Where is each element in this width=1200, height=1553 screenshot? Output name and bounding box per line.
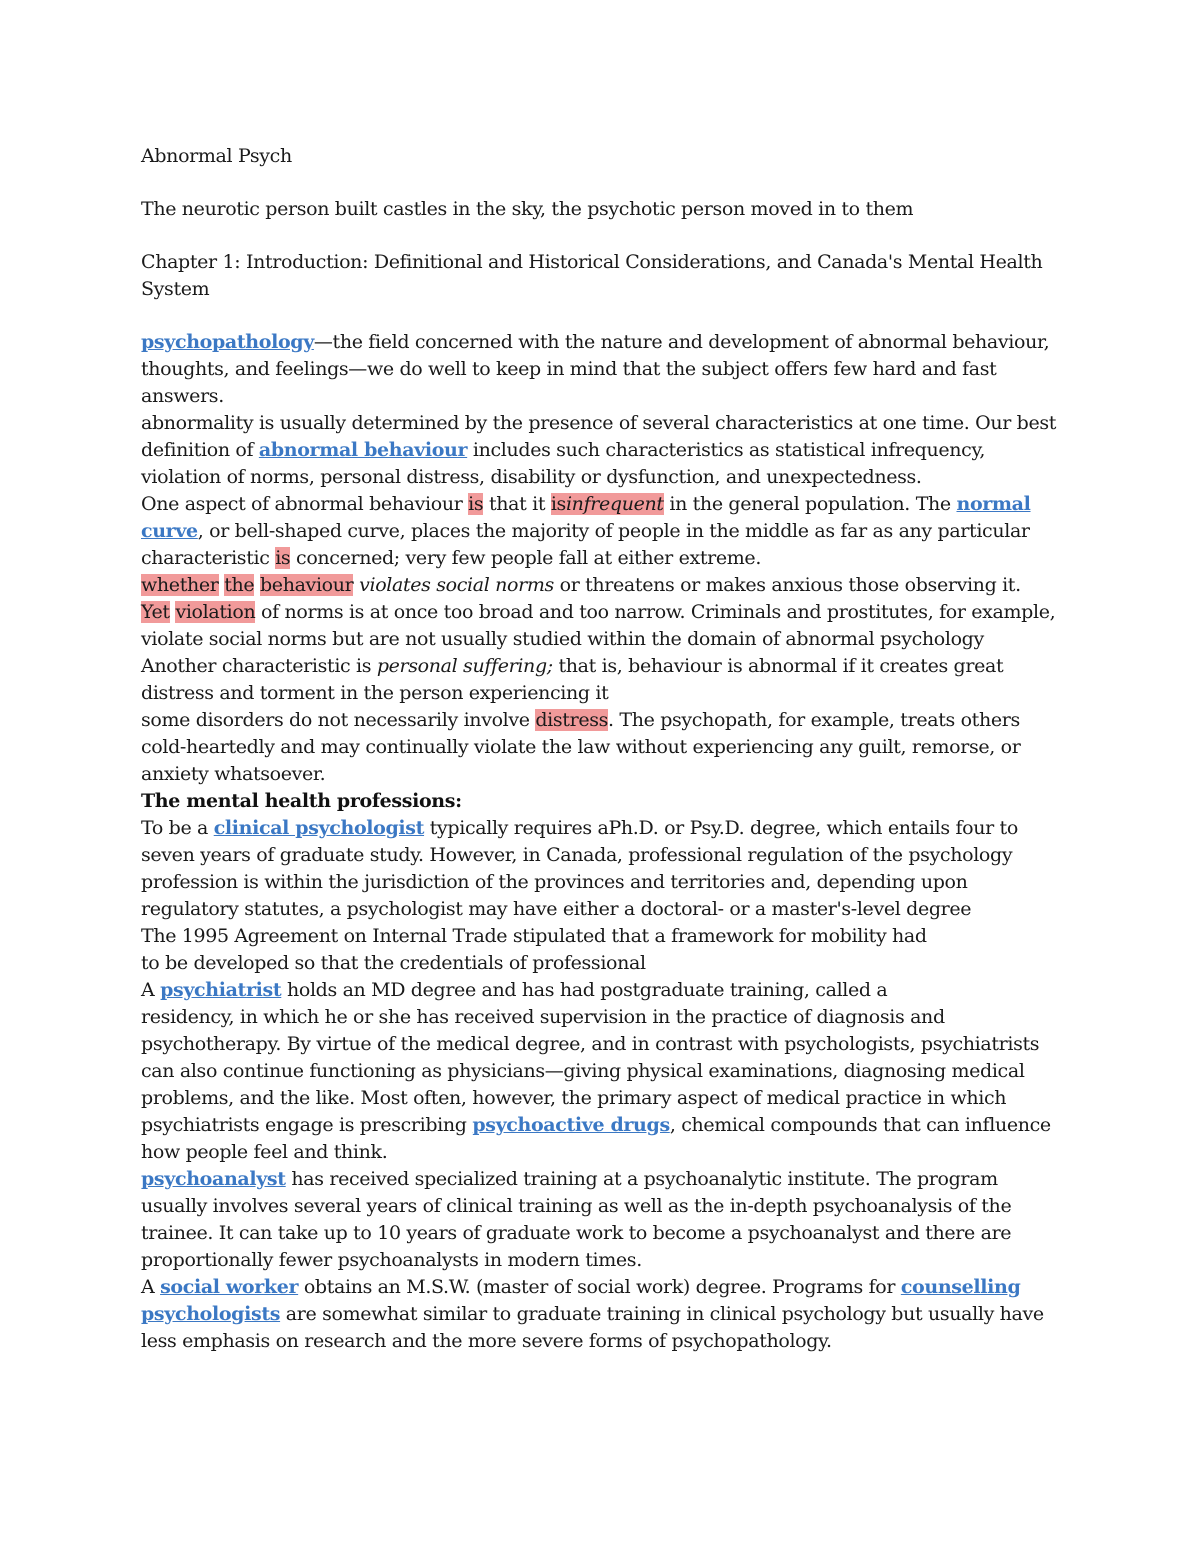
highlighted-word: is <box>550 493 566 515</box>
paragraph-text: residency, in which he or she has received supervision in the practice of diagnosis and psychotherapy. By virtue of the medical degree, and in contrast with psychologists, psychiatrists can also continue functioning as physicians—giving physical examinations, diagnosing medical problems, and the like. Most often, however, the primary aspect of medical practice in which psychiatrists engage is prescribing <box>141 1006 1040 1136</box>
term-link-counselling-psychologists[interactable]: counselling psychologists <box>141 1276 1021 1325</box>
paragraph-psychoanalyst <box>141 1166 1066 1274</box>
paragraph-personal-suffering <box>141 653 1066 707</box>
document-page <box>141 143 1066 1355</box>
term-link-psychiatrist[interactable]: psychiatrist <box>160 979 282 1001</box>
paragraph-text: concerned; very few people fall at either extreme. <box>290 547 762 569</box>
term-link-normal-curve[interactable]: normal curve <box>141 493 1031 542</box>
paragraph-text: —the field concerned with the nature and development of abnormal behaviour, thoughts, and feelings—we do well to keep in mind that the subject offers few hard and fast answers. <box>141 331 1050 407</box>
paragraph-text: that is, behaviour is abnormal if it creates great distress and torment in the person experiencing it <box>141 655 1004 704</box>
paragraph-psychiatrist <box>141 977 1066 1166</box>
paragraph-text: holds an MD degree and has had postgraduate training, called a <box>281 979 888 1001</box>
paragraph-text: A <box>141 1276 161 1298</box>
paragraph-agreement <box>141 923 1066 977</box>
paragraph-text: Another characteristic is <box>141 655 377 677</box>
paragraph-social-worker <box>141 1274 1066 1355</box>
doc-title: Abnormal Psych <box>141 145 292 167</box>
section-heading: The mental health professions: <box>141 790 462 812</box>
paragraph-abnormality <box>141 410 1066 491</box>
term-link-psychopathology[interactable]: psychopathology <box>141 331 314 353</box>
term-link-abnormal-behaviour[interactable]: abnormal behaviour <box>258 439 468 461</box>
term-link-psychoanalyst[interactable]: psychoanalyst <box>141 1168 286 1190</box>
chapter-heading: Chapter 1: Introduction: Definitional and Historical Considerations, and Canada's Mental Health System <box>141 251 1043 300</box>
highlighted-text: distress <box>535 709 609 731</box>
paragraph-text: to be developed so that the credentials of professional <box>141 952 646 974</box>
highlighted-text: behaviour <box>259 574 354 596</box>
highlighted-text: Yet <box>141 601 170 623</box>
paragraph-text: includes such characteristics as statistical infrequency, violation of norms, personal distress, disability or dysfunction, and unexpectedness. <box>141 439 986 488</box>
paragraph-violation <box>141 599 1066 653</box>
paragraph-text: The 1995 Agreement on Internal Trade stipulated that a framework for mobility had <box>141 925 927 947</box>
paragraph-text: typically requires aPh.D. or Psy.D. degree, which entails four to seven years of graduate study. However, in Canada, professional regulation of the psychology profession is within the jurisdiction of the provinces and territories and, depending upon regulatory statutes, a psychologist may have either a doctoral- or a master's-level degree <box>141 817 1018 920</box>
paragraph-text: abnormality is usually determined by the presence of several characteristics at one time. Our best definition of <box>141 412 1057 461</box>
term-link-psychoactive-drugs[interactable]: psychoactive drugs <box>472 1114 670 1136</box>
highlighted-text: whether <box>141 574 219 596</box>
highlighted-italic: infrequent <box>565 493 664 515</box>
paragraph-text: in the general population. The <box>663 493 957 515</box>
paragraph-text: some disorders do not necessarily involve <box>141 709 536 731</box>
paragraph-social-norms <box>141 572 1066 599</box>
highlighted-text: the <box>224 574 255 596</box>
paragraph-text: , or bell-shaped curve, places the majority of people in the middle as far as any particular characteristic <box>141 520 1030 569</box>
paragraph-text: of norms is at once too broad and too narrow. Criminals and prostitutes, for example, violate social norms but are not usually studied within the domain of abnormal psychology <box>141 601 1056 650</box>
italic-text: personal suffering; <box>376 655 553 677</box>
highlighted-text: violation <box>175 601 256 623</box>
italic-text: violates social norms <box>359 574 554 596</box>
paragraph-text: are somewhat similar to graduate training in clinical psychology but usually have less emphasis on research and the more severe forms of psychopathology. <box>141 1303 1044 1352</box>
paragraph-text: , chemical compounds that can influence how people feel and think. <box>141 1114 1051 1163</box>
highlighted-text: is <box>468 493 484 515</box>
paragraph-text: that it <box>483 493 551 515</box>
paragraph-text: One aspect of abnormal behaviour <box>141 493 469 515</box>
paragraph-text: obtains an M.S.W. (master of social work) degree. Programs for <box>298 1276 901 1298</box>
paragraph-text: To be a <box>141 817 214 839</box>
highlighted-text <box>551 493 664 515</box>
paragraph-infrequent <box>141 491 1066 572</box>
paragraph-text: or threatens or makes anxious those observing it. <box>553 574 1021 596</box>
paragraph-distress <box>141 707 1066 788</box>
paragraph-text: has received specialized training at a psychoanalytic institute. The program usually involves several years of clinical training as well as the in-depth psychoanalysis of the trainee. It can take up to 10 years of graduate work to become a psychoanalyst and there are proportionally fewer psychoanalysts in modern times. <box>141 1168 1012 1271</box>
paragraph-text: . The psychopath, for example, treats others cold-heartedly and may continually violate the law without experiencing any guilt, remorse, or anxiety whatsoever. <box>141 709 1021 785</box>
highlighted-text: is <box>275 547 291 569</box>
paragraph-clinical-psychologist <box>141 815 1066 923</box>
term-link-clinical-psychologist[interactable]: clinical psychologist <box>213 817 425 839</box>
quote-line: The neurotic person built castles in the sky, the psychotic person moved in to them <box>141 198 914 220</box>
paragraph-psychopathology <box>141 329 1066 410</box>
paragraph-text: A <box>141 979 161 1001</box>
term-link-social-worker[interactable]: social worker <box>160 1276 299 1298</box>
